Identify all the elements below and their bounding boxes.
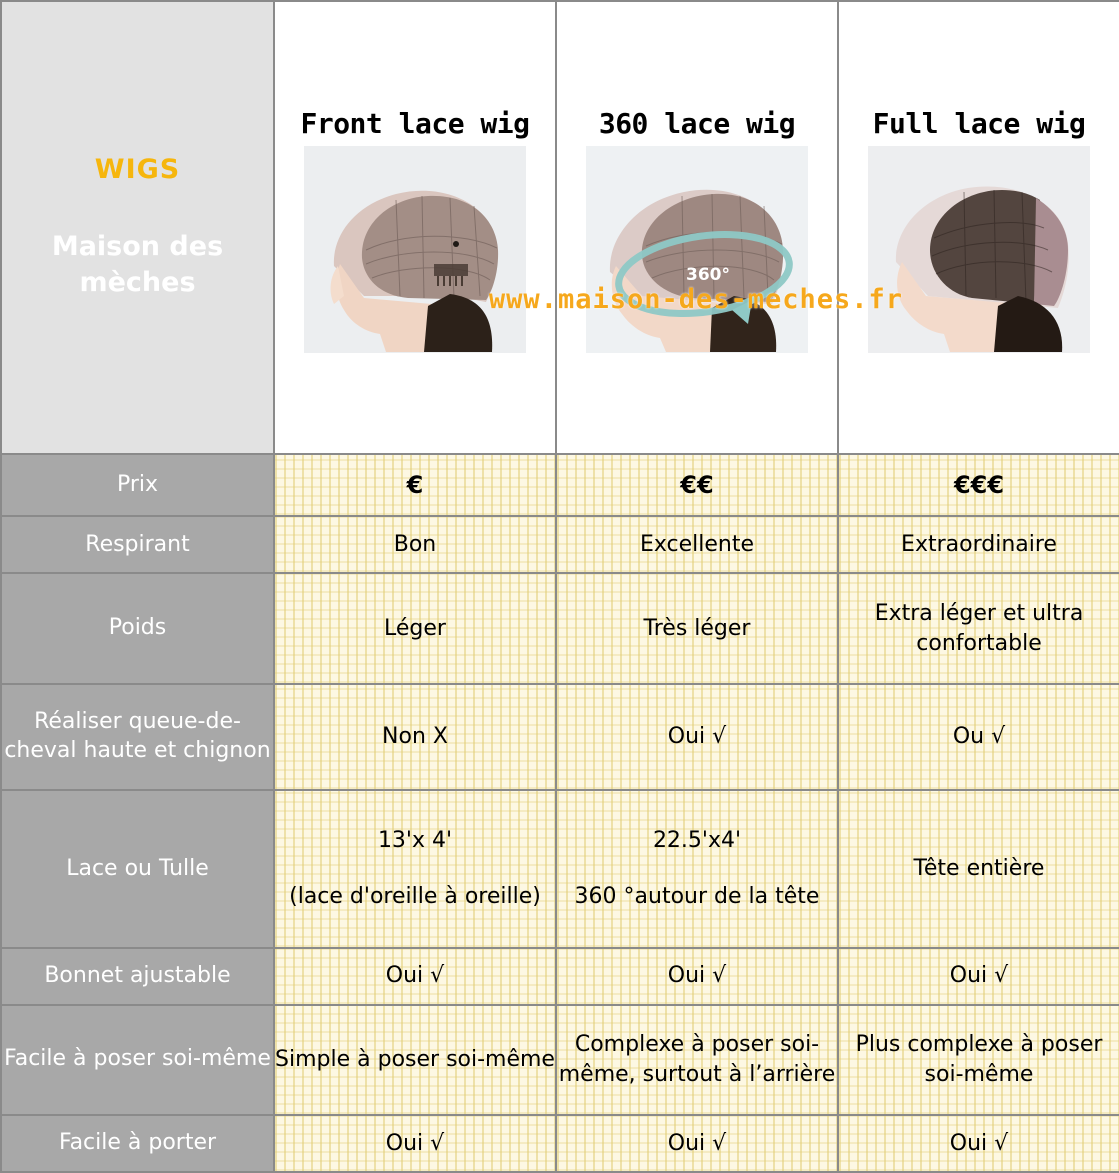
cell-lace-front-main: 13'x 4' xyxy=(377,828,453,854)
table-row xyxy=(1,573,1119,683)
cell-lace-full xyxy=(838,790,1119,947)
row-label-facile-a-poser: Facile à poser soi-même xyxy=(1,1005,274,1115)
cell-lace-360-main: 22.5'x4' xyxy=(652,828,742,854)
front-lace-wig-photo xyxy=(304,146,526,353)
website-watermark: www.maison-des-meches.fr xyxy=(488,284,904,315)
brand-name-line2: mèches xyxy=(79,267,196,299)
cell-bonnet-full: Oui √ xyxy=(838,948,1119,1005)
cell-respirant-front: Bon xyxy=(274,516,556,573)
cell-queue-front: Non X xyxy=(274,684,556,791)
cell-prix-full: €€€ xyxy=(838,454,1119,516)
product-header-360-lace xyxy=(556,1,838,454)
table-row xyxy=(1,790,1119,947)
svg-text:360°: 360° xyxy=(686,264,730,285)
row-label-bonnet-ajustable: Bonnet ajustable xyxy=(1,948,274,1005)
product-header-full-lace xyxy=(838,1,1119,454)
brand-name-line1: Maison des xyxy=(51,230,224,262)
cell-prix-front: € xyxy=(274,454,556,516)
cell-respirant-full: Extraordinaire xyxy=(838,516,1119,573)
cell-respirant-360: Excellente xyxy=(556,516,838,573)
table-row xyxy=(1,1005,1119,1115)
cell-porter-360: Oui √ xyxy=(556,1115,838,1172)
table-row xyxy=(1,948,1119,1005)
cell-bonnet-front: Oui √ xyxy=(274,948,556,1005)
cell-porter-front: Oui √ xyxy=(274,1115,556,1172)
row-label-lace-ou-tulle: Lace ou Tulle xyxy=(1,790,274,947)
cell-lace-full-main: Tête entière xyxy=(913,856,1045,882)
cell-prix-360: €€ xyxy=(556,454,838,516)
row-label-prix: Prix xyxy=(1,454,274,516)
cell-poids-front: Léger xyxy=(274,573,556,683)
cell-poser-front: Simple à poser soi-même xyxy=(274,1005,556,1115)
full-lace-wig-photo xyxy=(868,146,1090,353)
cell-lace-front xyxy=(274,790,556,947)
brand-wigs-label: WIGS xyxy=(94,153,181,185)
product-title: 360 lace wig xyxy=(598,106,796,140)
table-row xyxy=(1,516,1119,573)
product-header-front-lace xyxy=(274,1,556,454)
row-label-facile-a-porter: Facile à porter xyxy=(1,1115,274,1172)
product-title: Front lace wig xyxy=(300,106,530,140)
row-label-poids: Poids xyxy=(1,573,274,683)
table-row xyxy=(1,1115,1119,1172)
cell-lace-360 xyxy=(556,790,838,947)
product-title: Full lace wig xyxy=(872,106,1086,140)
row-label-respirant: Respirant xyxy=(1,516,274,573)
brand-name xyxy=(2,229,273,302)
cell-poids-full: Extra léger et ultra confortable xyxy=(838,573,1119,683)
row-label-queue-de-cheval: Réaliser queue-de-cheval haute et chignon xyxy=(1,684,274,791)
cell-poser-360: Complexe à poser soi-même, surtout à l’arrière xyxy=(556,1005,838,1115)
cell-lace-360-sub: 360 °autour de la tête xyxy=(574,883,820,909)
table-row xyxy=(1,454,1119,516)
brand-cell xyxy=(1,1,274,454)
cell-lace-front-sub: (lace d'oreille à oreille) xyxy=(289,883,541,909)
360-lace-wig-photo xyxy=(586,146,808,353)
table-row xyxy=(1,684,1119,791)
cell-queue-full: Ou √ xyxy=(838,684,1119,791)
cell-queue-360: Oui √ xyxy=(556,684,838,791)
cell-bonnet-360: Oui √ xyxy=(556,948,838,1005)
cell-porter-full: Oui √ xyxy=(838,1115,1119,1172)
table-header-row xyxy=(1,1,1119,454)
cell-poids-360: Très léger xyxy=(556,573,838,683)
cell-poser-full: Plus complexe à poser soi-même xyxy=(838,1005,1119,1115)
